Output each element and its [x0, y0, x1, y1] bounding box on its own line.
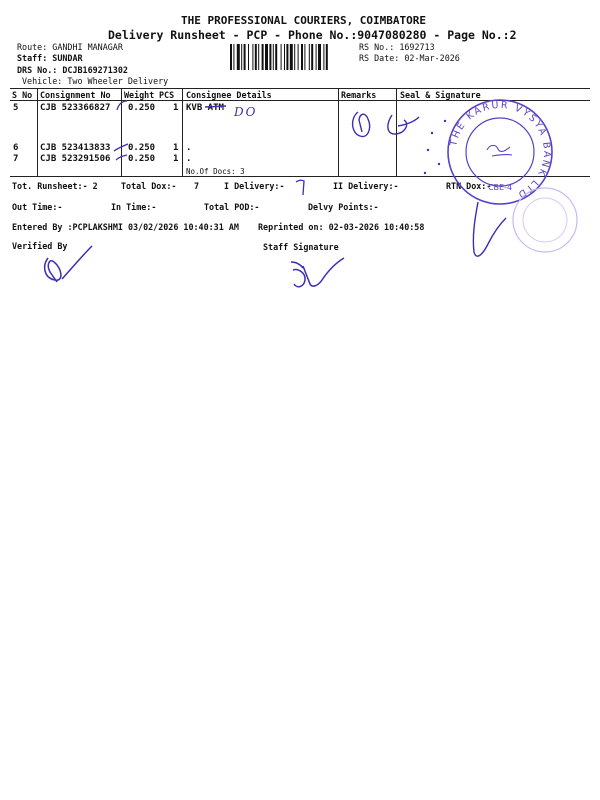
drs-number: DRS No.: DCJB169271302: [17, 65, 128, 75]
handwritten-note: DO: [234, 105, 258, 119]
total-dox-label: Total Dox:-: [121, 181, 177, 191]
stamp-impression: [505, 180, 585, 260]
col-divider: [37, 88, 38, 176]
col-divider: [338, 88, 339, 176]
row-pcs: 1: [173, 103, 179, 113]
runsheet-title: Delivery Runsheet - PCP - Phone No.:9047080280 - Page No.:2: [108, 28, 517, 42]
col-divider: [121, 88, 122, 176]
reprinted-on: Reprinted on: 02-03-2026 10:40:58: [258, 222, 425, 232]
table-top-line: [10, 88, 590, 89]
total-dox-value: 7: [194, 181, 200, 191]
delvy-points: Delvy Points:-: [308, 202, 379, 212]
rs-date: RS Date: 02-Mar-2026: [359, 53, 460, 63]
stamp-branch: CBE-4: [487, 183, 513, 192]
route-label: Route: GANDHI MANAGAR: [17, 42, 123, 52]
header-consignment: Consignment No: [40, 90, 111, 100]
verified-by: Verified By: [12, 241, 68, 251]
row-consignee: .: [186, 143, 192, 153]
total-pod: Total POD:-: [204, 202, 260, 212]
row-weight: 0.250: [128, 143, 156, 153]
row-consignee: KVB ATM: [186, 103, 224, 113]
row-consignee: .: [186, 154, 192, 164]
header-pcs: PCS: [159, 90, 175, 100]
no-of-docs: No.Of Docs: 3: [186, 167, 245, 176]
out-time: Out Time:-: [12, 202, 63, 212]
row-consignment: CJB 523366827: [40, 103, 111, 113]
company-title: THE PROFESSIONAL COURIERS, COIMBATORE: [181, 14, 427, 27]
entered-by: Entered By :PCPLAKSHMI 03/02/2026 10:40:31 AM: [12, 222, 239, 232]
i-delivery: I Delivery:-: [224, 181, 285, 191]
rs-number: RS No.: 1692713: [359, 42, 435, 52]
col-divider: [396, 88, 397, 176]
row-sno: 6: [13, 143, 19, 153]
row-consignment: CJB 523413833: [40, 143, 111, 153]
col-divider: [182, 88, 183, 176]
vehicle-label: Vehicle: Two Wheeler Delivery: [22, 76, 169, 86]
header-remarks: Remarks: [341, 90, 377, 100]
row-sno: 5: [13, 103, 19, 113]
stamp-text: THE KARUR VYSYA BANK LTD: [448, 99, 553, 201]
rtn-dox: RTN Dox:-: [446, 181, 492, 191]
row-pcs: 1: [173, 143, 179, 153]
row-sno: 7: [13, 154, 19, 164]
row-pcs: 1: [173, 154, 179, 164]
header-seal: Seal & Signature: [400, 90, 481, 100]
row-consignment: CJB 523291506: [40, 154, 111, 164]
staff-label: Staff: SUNDAR: [17, 53, 83, 63]
barcode: [230, 44, 356, 70]
tot-runsheet: Tot. Runsheet:- 2: [12, 181, 98, 191]
row-weight: 0.250: [128, 154, 156, 164]
in-time: In Time:-: [111, 202, 157, 212]
row-weight: 0.250: [128, 103, 156, 113]
header-consignee: Consignee Details: [186, 90, 272, 100]
header-sno: S No: [12, 90, 33, 100]
header-weight: Weight: [124, 90, 155, 100]
staff-signature-label: Staff Signature: [263, 242, 339, 252]
ii-delivery: II Delivery:-: [333, 181, 399, 191]
